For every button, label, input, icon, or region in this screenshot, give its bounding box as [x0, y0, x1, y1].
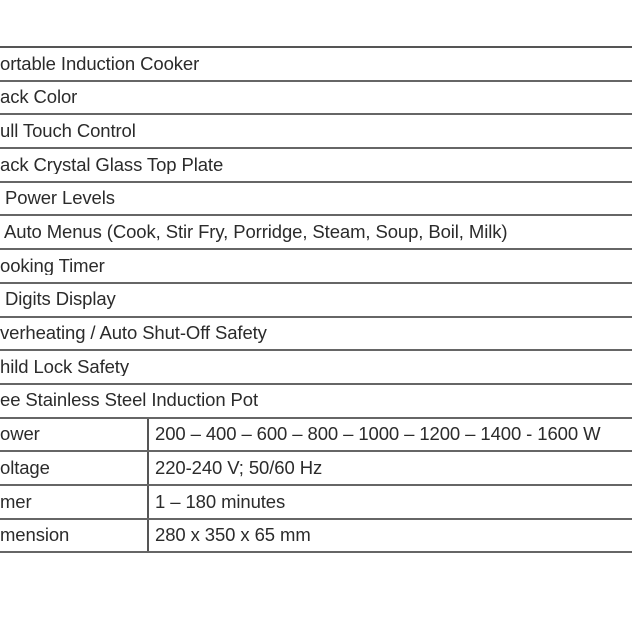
spec-value: 200 – 400 – 600 – 800 – 1000 – 1200 – 1400 - 1600 W: [155, 425, 601, 444]
feature-text: Power Levels: [0, 189, 115, 208]
feature-row: [0, 318, 632, 352]
feature-row: [0, 250, 632, 284]
spec-value: 1 – 180 minutes: [155, 492, 286, 512]
spec-value: 280 x 350 x 65 mm: [155, 526, 311, 545]
spec-table: [0, 46, 632, 553]
feature-row: [0, 149, 632, 183]
feature-row: [0, 48, 632, 82]
feature-text: Digits Display: [0, 290, 116, 309]
feature-row: [0, 82, 632, 116]
feature-text: ooking Timer: [0, 256, 105, 276]
feature-text: ack Crystal Glass Top Plate: [0, 155, 224, 175]
spec-value: 220-240 V; 50/60 Hz: [155, 458, 323, 478]
spec-label: mer: [0, 486, 149, 518]
spec-row-dimension: [0, 520, 632, 554]
spec-row-power: [0, 419, 632, 453]
feature-row: [0, 284, 632, 318]
feature-row: [0, 351, 632, 385]
feature-text: ortable Induction Cooker: [0, 54, 200, 74]
feature-text: ee Stainless Steel Induction Pot: [0, 391, 259, 410]
feature-text: verheating / Auto Shut-Off Safety: [0, 324, 267, 343]
feature-row: [0, 183, 632, 217]
feature-text: Auto Menus (Cook, Stir Fry, Porridge, Steam, Soup, Boil, Milk): [0, 223, 508, 242]
spec-row-timer: [0, 486, 632, 520]
feature-row: [0, 216, 632, 250]
spec-label: mension: [0, 520, 149, 552]
feature-text: ack Color: [0, 88, 78, 107]
feature-row: [0, 115, 632, 149]
feature-row: [0, 385, 632, 419]
spec-label: oltage: [0, 452, 149, 484]
feature-text: ull Touch Control: [0, 121, 136, 141]
spec-row-voltage: [0, 452, 632, 486]
feature-text: hild Lock Safety: [0, 357, 130, 377]
spec-label: ower: [0, 419, 149, 451]
